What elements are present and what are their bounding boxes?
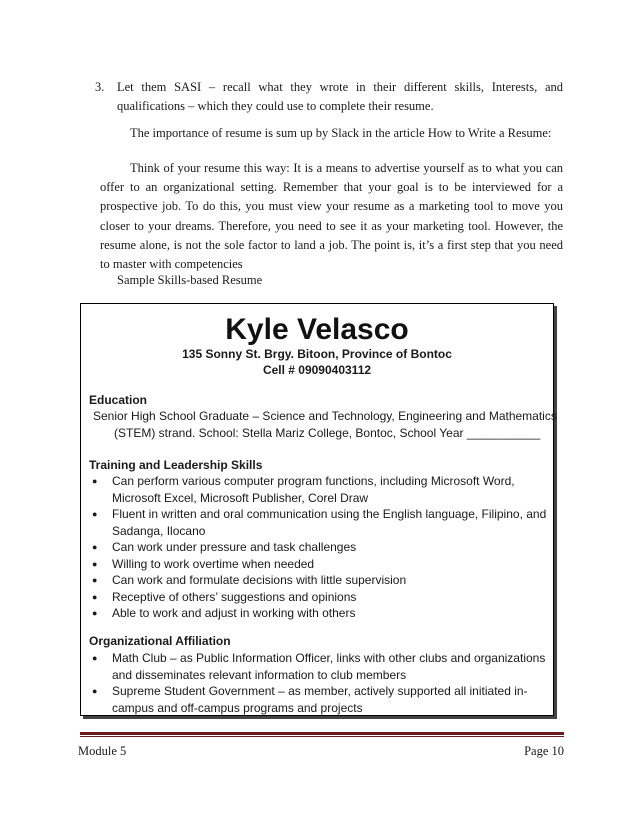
footer-module: Module 5 xyxy=(78,744,127,758)
item-text: Let them SASI – recall what they wrote in their different skills, Interests, and qualifications – which they could use to complete their resume. xyxy=(117,80,563,113)
resume-address: 135 Sonny St. Brgy. Bitoon, Province of Bontoc xyxy=(182,347,452,361)
list-item: ● Receptive of others’ suggestions and opinions xyxy=(89,589,547,606)
resume-cell: Cell # 09090403112 xyxy=(262,363,372,377)
training-list xyxy=(89,473,547,622)
list-item: ● Can work under pressure and task challenges xyxy=(89,539,547,556)
resume-name: Kyle Velasco xyxy=(225,313,409,346)
list-item-3 xyxy=(95,78,563,116)
list-item: ● Able to work and adjust in working with others xyxy=(89,605,547,622)
intro-paragraph-1: The importance of resume is sum up by Slack in the article How to Write a Resume: xyxy=(130,126,552,140)
affiliation-heading: Organizational Affiliation xyxy=(89,634,231,648)
resume-box xyxy=(80,303,557,716)
list-item: ● Fluent in written and oral communication using the English language, Filipino, and Sadanga, Ilocano xyxy=(89,506,547,539)
list-item: ● Math Club – as Public Information Officer, links with other clubs and organizations and disseminates relevant information to club members xyxy=(89,650,547,683)
list-item: ● Willing to work overtime when needed xyxy=(89,556,547,573)
list-item: ● Can perform various computer program functions, including Microsoft Word, Microsoft Excel, Microsoft Publisher, Corel Draw xyxy=(89,473,547,506)
list-item: ● Supreme Student Government – as member, actively supported all initiated in-campus and off-campus programs and projects xyxy=(89,683,547,716)
footer-page-number: Page 10 xyxy=(524,744,564,758)
footer-divider xyxy=(80,732,564,735)
list-item: ● Can work and formulate decisions with little supervision xyxy=(89,572,547,589)
affiliation-list xyxy=(89,650,547,716)
education-line-1: Senior High School Graduate – Science and Technology, Engineering and Mathematics xyxy=(93,409,557,423)
sample-resume-label: Sample Skills-based Resume xyxy=(117,273,263,287)
education-line-2: (STEM) strand. School: Stella Mariz College, Bontoc, School Year ___________ xyxy=(114,426,541,440)
intro-paragraph-2: Think of your resume this way: It is a means to advertise yourself as to what you can offer to an organizational setting. Remember that your goal is to be interviewed for a prospective job. To do this, you must view your resume as a marketing tool to move you closer to your dreams. Therefore, you need to see it as your marketing tool. However, the resume alone, is not the sole factor to land a job. The point is, it’s a first step that you need to master with competencies xyxy=(100,161,563,272)
item-number: 3. xyxy=(95,80,105,94)
training-heading: Training and Leadership Skills xyxy=(89,458,263,472)
footer-divider-thin xyxy=(80,736,564,737)
education-heading: Education xyxy=(89,393,148,407)
